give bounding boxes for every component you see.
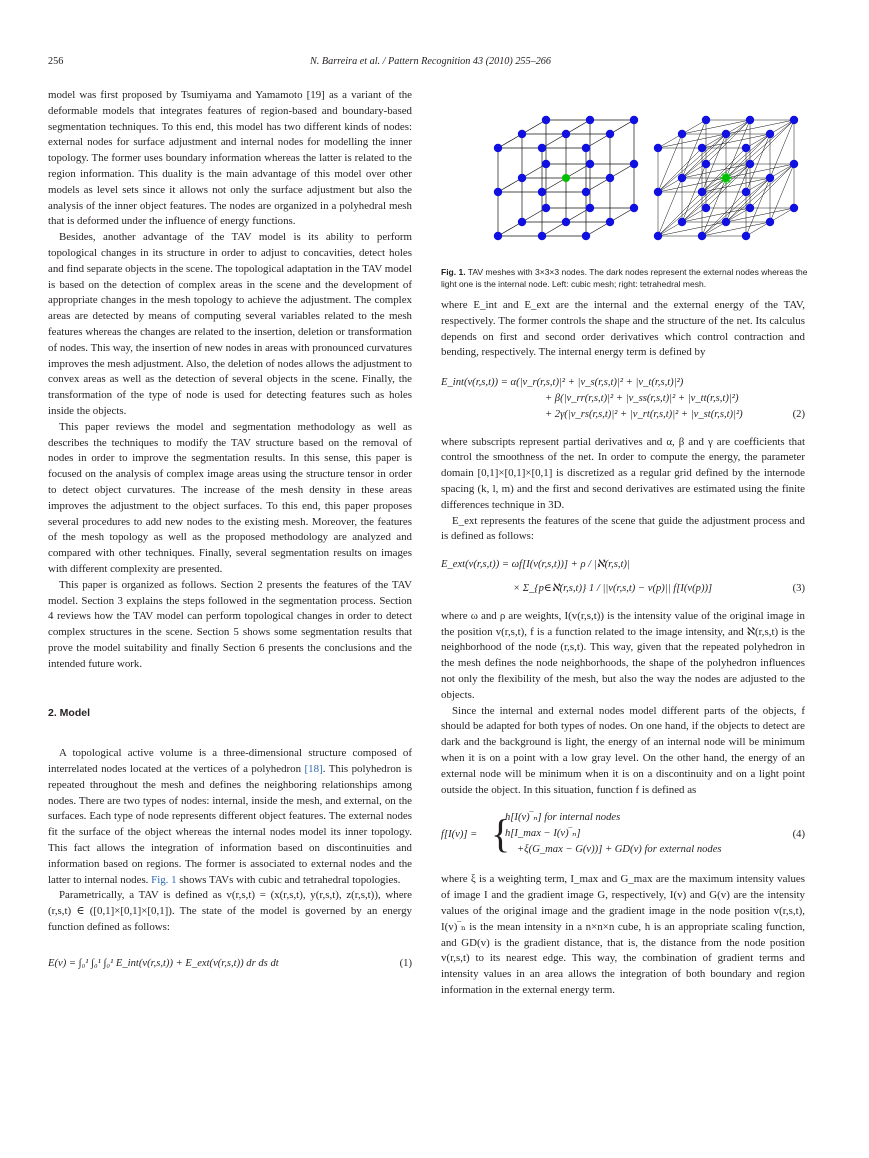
caption-label: Fig. 1. bbox=[441, 267, 466, 277]
external-node bbox=[562, 130, 570, 138]
external-node bbox=[494, 232, 502, 240]
external-node bbox=[746, 160, 754, 168]
mesh-edge bbox=[658, 134, 682, 192]
paragraph: Since the internal and external nodes model different parts of the objects, f should be adapted for both types of nodes. On one hand, if the objects to detect are dark and the background is light, the energy of an internal node will be minimum when it is on a point with a low gray level. On the other hand, the energy of an external node will be minimum when it is on a discontinuity and on a light point outside the object. In this situation, function f is defined as bbox=[441, 704, 805, 796]
mesh-edge bbox=[726, 164, 794, 222]
external-node bbox=[698, 232, 706, 240]
mesh-edge bbox=[682, 178, 726, 222]
mesh-edge bbox=[702, 134, 770, 148]
external-node bbox=[518, 218, 526, 226]
mesh-edge bbox=[682, 120, 750, 178]
external-node bbox=[630, 160, 638, 168]
external-node bbox=[606, 130, 614, 138]
external-node bbox=[722, 130, 730, 138]
external-node bbox=[586, 204, 594, 212]
equation-number: (2) bbox=[792, 408, 805, 420]
brace: { bbox=[491, 811, 511, 857]
citation-link[interactable]: [18] bbox=[304, 763, 323, 776]
mesh-edge bbox=[726, 120, 794, 134]
paragraph: where E_int and E_ext are the internal and the external energy of the TAV, respectively. The former controls the shape and the structure of the net. Its calculus depends on first and second order derivatives which control contraction and bending, respectively. The internal energy term is defined by bbox=[441, 299, 805, 359]
figure-link[interactable]: Fig. 1 bbox=[151, 873, 177, 886]
section-heading: 2. Model bbox=[48, 707, 91, 720]
equation-3 bbox=[441, 557, 805, 597]
paragraph: where ξ is a weighting term, I_max and G_max are the maximum intensity values of image I and the gradient image G, respectively, I(v) and G(v) are the intensity values of the original image and the gradient image in the node position v(r,s,t), I(v)‾ₙ is the mean intensity in a n×n×n cube, h is an appropriate scaling function, and GD(v) is the gradient distance, that is, the distance from the node position v(r,s,t) to its nearest edge. This way, the combination of gradient terms and intensity values in an area allows the integration of both boundary and region information in the external energy term. bbox=[441, 873, 805, 996]
mesh-edge bbox=[702, 178, 770, 192]
external-node bbox=[582, 232, 590, 240]
external-node bbox=[586, 116, 594, 124]
external-node bbox=[746, 204, 754, 212]
external-node bbox=[582, 188, 590, 196]
external-node bbox=[702, 116, 710, 124]
equation-number: (3) bbox=[792, 582, 805, 594]
mesh-edge bbox=[658, 134, 726, 192]
right-column bbox=[441, 298, 805, 999]
external-node bbox=[518, 130, 526, 138]
external-node bbox=[654, 144, 662, 152]
left-column bbox=[48, 88, 412, 984]
external-node bbox=[766, 130, 774, 138]
external-node bbox=[678, 174, 686, 182]
external-node bbox=[518, 174, 526, 182]
external-node bbox=[494, 188, 502, 196]
equation-4 bbox=[441, 810, 805, 860]
paragraph: This paper is organized as follows. Section 2 presents the features of the TAV model. Section 3 explains the steps followed in the segmentation process. Section 4 reviews how the TAV model can perform topological changes in order to detect complex structures in the scene. Section 5 shows some segmentation results that prove the model suitability and finally Section 6 presents the conclusions and the intended future work. bbox=[48, 578, 412, 670]
paragraph-text: A topological active volume is a three-dimensional structure composed of interrelated nodes located at the vertices of a polyhedron bbox=[48, 747, 412, 776]
equation-lhs: f[I(v)] = bbox=[441, 829, 478, 841]
equation-line: h[I(v)‾ₙ] for internal nodes bbox=[505, 812, 621, 824]
equation-2 bbox=[441, 375, 805, 422]
mesh-edge bbox=[726, 134, 770, 178]
external-node bbox=[606, 218, 614, 226]
external-node bbox=[678, 218, 686, 226]
external-node bbox=[790, 160, 798, 168]
paragraph: E_ext represents the features of the scene that guide the adjustment process and is defined as follows: bbox=[441, 514, 805, 543]
caption-text: TAV meshes with 3×3×3 nodes. The dark nodes represent the external nodes whereas the light one is the internal node. Left: cubic mesh; right: tetrahedral mesh. bbox=[441, 267, 808, 289]
mesh-edge bbox=[682, 164, 750, 222]
mesh-edge bbox=[682, 134, 726, 178]
paragraph: where subscripts represent partial derivatives and α, β and γ are coefficients that control the smoothness of the net. In order to compute the energy, the parameter domain [0,1]×[0,1]×[0,1] is discretized as a regular grid defined by the internode spacing (k, l, m) and the first and second derivatives are estimated using the finite differences technique in 3D. bbox=[441, 435, 805, 511]
external-node bbox=[654, 188, 662, 196]
mesh-edge bbox=[702, 178, 770, 236]
equation-line: + β(|v_rr(r,s,t)|² + |v_ss(r,s,t)|² + |v_tt(r,s,t)|²) bbox=[545, 392, 739, 404]
equation-line: + 2γ(|v_rs(r,s,t)|² + |v_rt(r,s,t)|² + |v_st(r,s,t)|²) bbox=[545, 408, 743, 420]
mesh-edge bbox=[726, 164, 794, 178]
paragraph-text: shows TAVs with cubic and tetrahedral topologies. bbox=[176, 873, 401, 886]
external-node bbox=[582, 144, 590, 152]
external-node bbox=[542, 204, 550, 212]
equation-line: +ξ(G_max − G(v))] + GD(v) for external nodes bbox=[517, 843, 722, 855]
external-node bbox=[586, 160, 594, 168]
mesh-edge bbox=[658, 134, 726, 148]
mesh-edge bbox=[702, 222, 770, 236]
paragraph: Besides, another advantage of the TAV model is its ability to perform topological changes in its structure in order to adjust to concavities, detect holes and find separate objects in the scene. The topological adaptation in the TAV model is based on the detection of complex areas in the scene and the development of appropriate changes in the mesh topology to achieve the adjustment. The complex areas are detected by means of computing several variables related to the mesh features whereas the changes are related to the insertion, deletion or transformation of nodes. This way, the insertion of new nodes in areas with pronounced curvatures improves the mesh adjustment. Also, the deletion of nodes allows the adjustment to convex areas as well as the detection of several objects in the scene. Finally, the transformation of the type of node is used for detecting features such as holes inside the objects. bbox=[48, 231, 412, 417]
mesh-edge bbox=[658, 178, 682, 236]
external-node bbox=[742, 232, 750, 240]
external-node bbox=[722, 218, 730, 226]
mesh-edge bbox=[770, 164, 794, 222]
page-number: 256 bbox=[48, 56, 64, 67]
external-node bbox=[746, 116, 754, 124]
external-node bbox=[742, 188, 750, 196]
equation-line: E(v) = ∫₀¹ ∫₀¹ ∫₀¹ E_int(v(r,s,t)) + E_ext(v(r,s,t)) dr ds dt bbox=[48, 957, 279, 969]
equation-number: (4) bbox=[792, 829, 805, 841]
external-node bbox=[702, 160, 710, 168]
external-node bbox=[742, 144, 750, 152]
external-node bbox=[538, 188, 546, 196]
equation-1 bbox=[48, 956, 412, 972]
mesh-edge bbox=[726, 120, 794, 178]
paragraph: This paper reviews the model and segmentation methodology as well as describes the techniques to modify the TAV structure based on the removal of nodes in order to improve the segmentation results. In this sense, this paper is focused on the analysis of complex image areas using the structure tensor in order to detect object curvatures. The increase of the mesh density in these areas improves the adjustment to the object surfaces. To this end, this paper proposes several procedures to add new nodes to the existing mesh. Moreover, the features of the mesh topology as well as the proposed methodology are analyzed and compared with other techniques. Finally, several segmentation results on images with different complexity are presented. bbox=[48, 420, 412, 575]
figure-caption bbox=[441, 266, 813, 290]
external-node bbox=[542, 160, 550, 168]
external-node bbox=[698, 144, 706, 152]
journal-reference: N. Barreira et al. / Pattern Recognition 43 (2010) 255–266 bbox=[310, 56, 551, 67]
paragraph-text: . This polyhedron is repeated throughout the mesh and defines the neighboring relationships among nodes. There are two types of nodes: internal, inside the mesh, and external, on the surfaces. Each type of node represents different object features. The external nodes fit the surface of the object whereas the internal nodes model its inner topology. This fact allows the integration of information based on discontinuities and information based on regions. The former is associated to external nodes and the latter to internal nodes. bbox=[48, 763, 412, 886]
external-node bbox=[562, 218, 570, 226]
mesh-edge bbox=[726, 208, 794, 222]
external-node bbox=[698, 188, 706, 196]
paragraph: Parametrically, a TAV is defined as v(r,s,t) = (x(r,s,t), y(r,s,t), z(r,s,t)), where (r,s,t) ∈ ([0,1]×[0,1]×[0,1]). The state of the model is governed by an energy function defined as follows: bbox=[48, 889, 412, 934]
running-header bbox=[48, 56, 813, 70]
mesh-edge bbox=[658, 178, 726, 236]
internal-node bbox=[722, 174, 730, 182]
equation-line: h[I_max − I(v)‾ₙ] bbox=[505, 828, 581, 840]
equation-number: (1) bbox=[399, 957, 412, 969]
external-node bbox=[702, 204, 710, 212]
external-node bbox=[790, 204, 798, 212]
mesh-edge bbox=[682, 120, 750, 134]
external-node bbox=[606, 174, 614, 182]
external-node bbox=[538, 144, 546, 152]
mesh-edge bbox=[726, 178, 770, 222]
external-node bbox=[766, 174, 774, 182]
mesh-edge bbox=[702, 134, 770, 192]
paragraph: model was first proposed by Tsumiyama and Yamamoto [19] as a variant of the deformable models that integrates features of region-based and boundary-based segmentation techniques. To this end, this model has two different kinds of nodes: external nodes for surface adjustment and internal nodes for modelling the inner topology. The former uses boundary information whereas the latter is related to the region information. This duality is the main advantage of this model over other models as level sets since it allows not only the surface adjustment but also the analysis of the inner object features. The nodes are organized in a polyhedral mesh that is deformed under the influence of energy functions. bbox=[48, 89, 412, 228]
external-node bbox=[678, 130, 686, 138]
external-node bbox=[654, 232, 662, 240]
external-node bbox=[766, 218, 774, 226]
external-node bbox=[542, 116, 550, 124]
paragraph: where ω and ρ are weights, I(v(r,s,t)) is the intensity value of the original image in the position v(r,s,t), f is a function related to the image intensity, and ℵ(r,s,t) is the neighborhood of the node (r,s,t). This way, given that the repeated polyhedron in the mesh defines the node neighborhoods, the shape of the polyhedron influences not only the flexibility of the mesh, but also the way the nodes are adjusted to the objects. bbox=[441, 609, 805, 701]
external-node bbox=[630, 204, 638, 212]
equation-line: E_int(v(r,s,t)) = α(|v_r(r,s,t)|² + |v_s(r,s,t)|² + |v_t(r,s,t)|²) bbox=[441, 377, 684, 389]
external-node bbox=[790, 116, 798, 124]
mesh-edge bbox=[770, 120, 794, 178]
equation-line: E_ext(v(r,s,t)) = ωf[I(v(r,s,t))] + ρ / |ℵ(r,s,t)| bbox=[441, 559, 630, 571]
external-node bbox=[538, 232, 546, 240]
paragraph bbox=[48, 746, 412, 888]
internal-node bbox=[562, 174, 570, 182]
figure-tav-meshes bbox=[492, 88, 812, 246]
external-node bbox=[494, 144, 502, 152]
external-node bbox=[630, 116, 638, 124]
equation-line: × Σ_{p∈ℵ(r,s,t)} 1 / ||v(r,s,t) − v(p)|| f[I(v(p))] bbox=[513, 582, 713, 594]
